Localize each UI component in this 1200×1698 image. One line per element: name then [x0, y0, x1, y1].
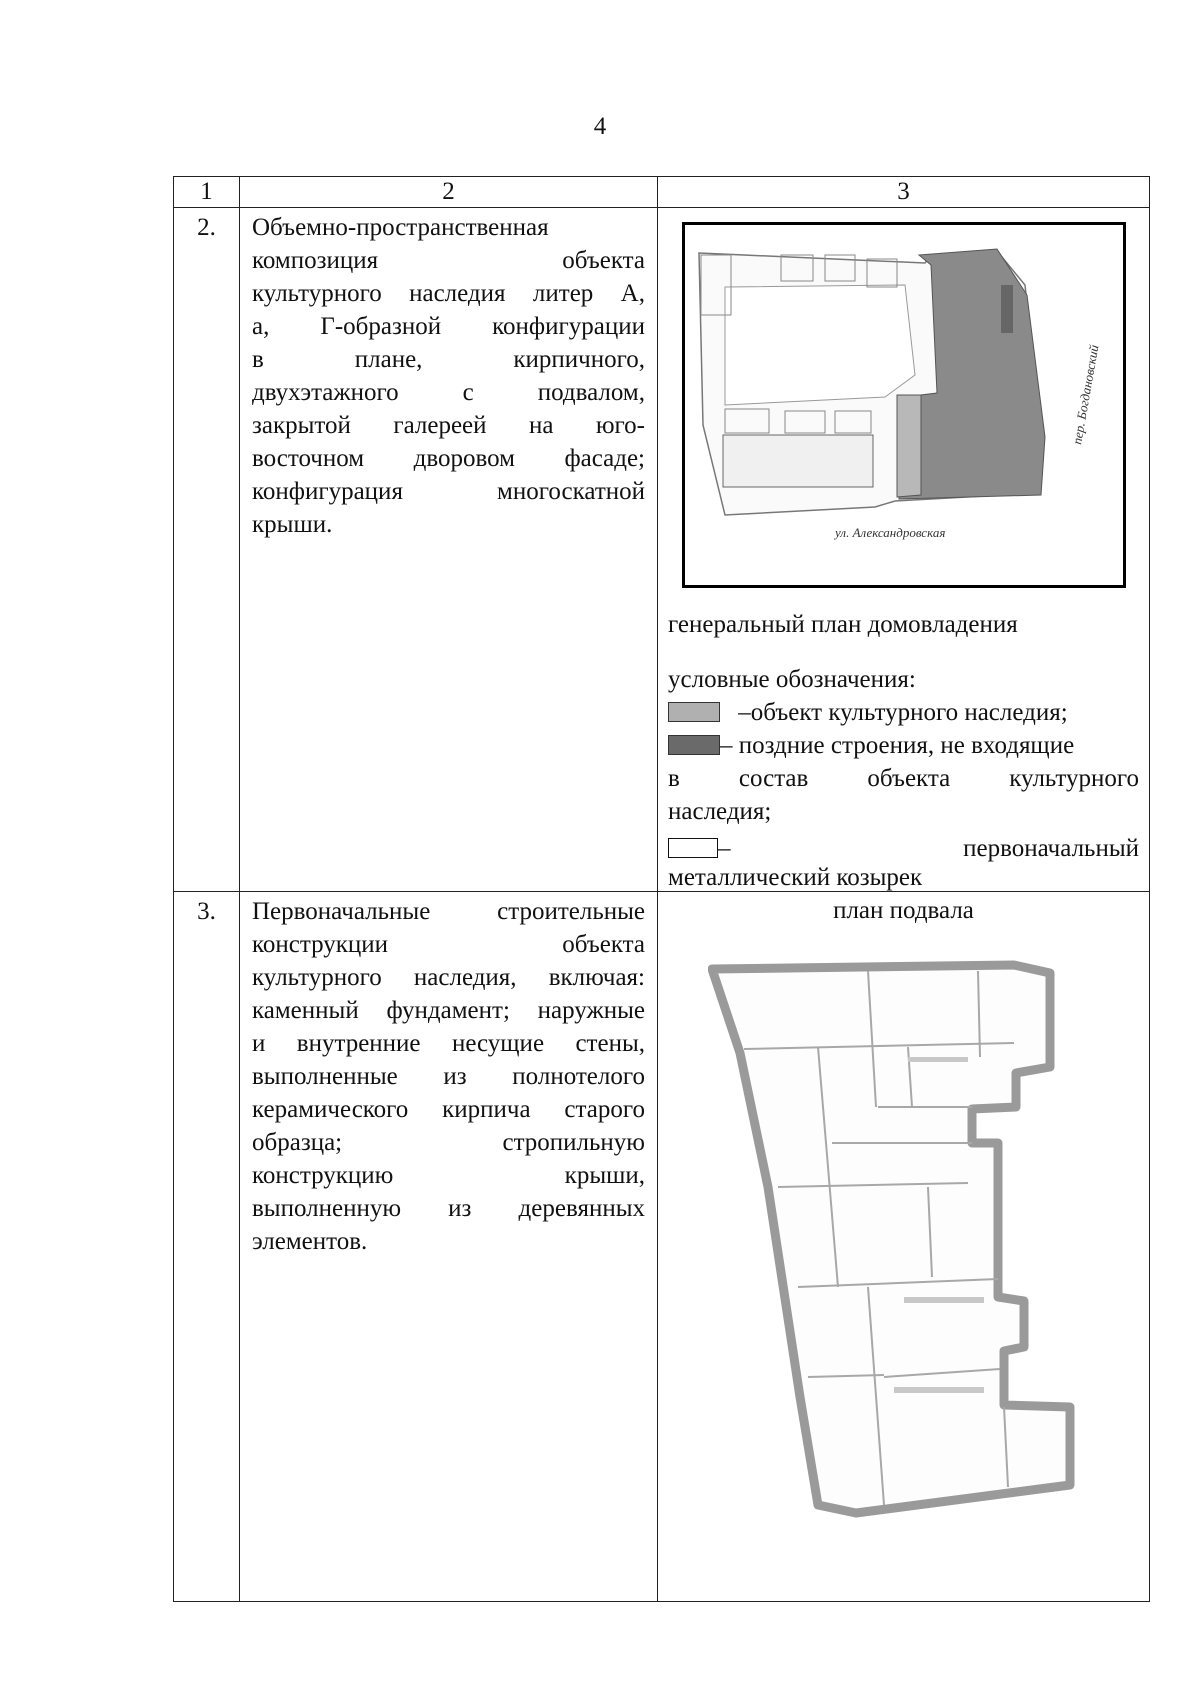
description-line: Объемно-пространственная — [252, 214, 549, 241]
legend-canopy — [668, 832, 1139, 865]
header-col-2: 2 — [240, 177, 658, 208]
description-line: образца; стропильную — [252, 1129, 645, 1156]
basement-plan-title: план подвала — [833, 897, 974, 924]
site-plan-image — [682, 222, 1126, 588]
description-line: элементов. — [252, 1228, 368, 1255]
row-number: 3. — [174, 892, 240, 1602]
description-line: двухэтажного с подвалом, — [252, 379, 645, 406]
description-line: конструкцию крыши, — [252, 1162, 645, 1189]
row-description — [240, 208, 658, 892]
legend-heritage-text: –объект культурного наследия; — [738, 699, 1068, 726]
description-line: крыши. — [252, 511, 333, 538]
description-line: и внутренние несущие стены, — [252, 1030, 645, 1057]
plan-caption: генеральный план домовладения — [668, 611, 1018, 638]
description-line: Первоначальные строительные — [252, 898, 645, 925]
legend-late-text-1: – поздние строения, не входящие — [720, 732, 1075, 759]
row-illustration — [658, 208, 1150, 892]
description-line: в плане, кирпичного, — [252, 346, 645, 373]
row-description — [240, 892, 658, 1602]
description-line: выполненные из полнотелого — [252, 1063, 645, 1090]
table-row — [174, 208, 1150, 892]
table-header-row — [174, 177, 1150, 208]
description-line: культурного наследия литер А, — [252, 280, 645, 307]
canopy-swatch — [668, 838, 718, 858]
side-street-label: пер. Богдановский — [1069, 343, 1102, 446]
late-swatch — [668, 735, 720, 755]
row-illustration — [658, 892, 1150, 1602]
legend-late-text-2: в состав объекта культурного — [668, 765, 1139, 792]
page-number: 4 — [593, 113, 607, 140]
site-plan-drawing — [685, 225, 1123, 585]
heritage-table — [173, 176, 1150, 1602]
legend-late — [668, 729, 1139, 762]
legend-title: условные обозначения: — [668, 666, 916, 693]
basement-plan-image — [708, 957, 1128, 1537]
description-line: культурного наследия, включая: — [252, 964, 645, 991]
header-col-1: 1 — [174, 177, 240, 208]
legend-heritage — [668, 696, 1139, 729]
street-label: ул. Александровская — [835, 525, 946, 540]
table-row — [174, 892, 1150, 1602]
heritage-swatch — [668, 702, 720, 722]
description-line: а, Г-образной конфигурации — [252, 313, 645, 340]
row-number: 2. — [174, 208, 240, 892]
legend-canopy-text-1: – первоначальный — [718, 835, 1139, 862]
description-line: восточном дворовом фасаде; — [252, 445, 645, 472]
header-col-3: 3 — [658, 177, 1150, 208]
description-line: конфигурация многоскатной — [252, 478, 645, 505]
description-line: закрытой галереей на юго- — [252, 412, 645, 439]
basement-plan-drawing — [708, 957, 1128, 1537]
description-line: композиция объекта — [252, 247, 645, 274]
description-line: керамического кирпича старого — [252, 1096, 645, 1123]
description-line: каменный фундамент; наружные — [252, 997, 645, 1024]
legend-late-text-3: наследия; — [668, 798, 772, 825]
description-line: выполненную из деревянных — [252, 1195, 645, 1222]
description-line: конструкции объекта — [252, 931, 645, 958]
legend-canopy-text-2: металлический козырек — [668, 864, 923, 891]
